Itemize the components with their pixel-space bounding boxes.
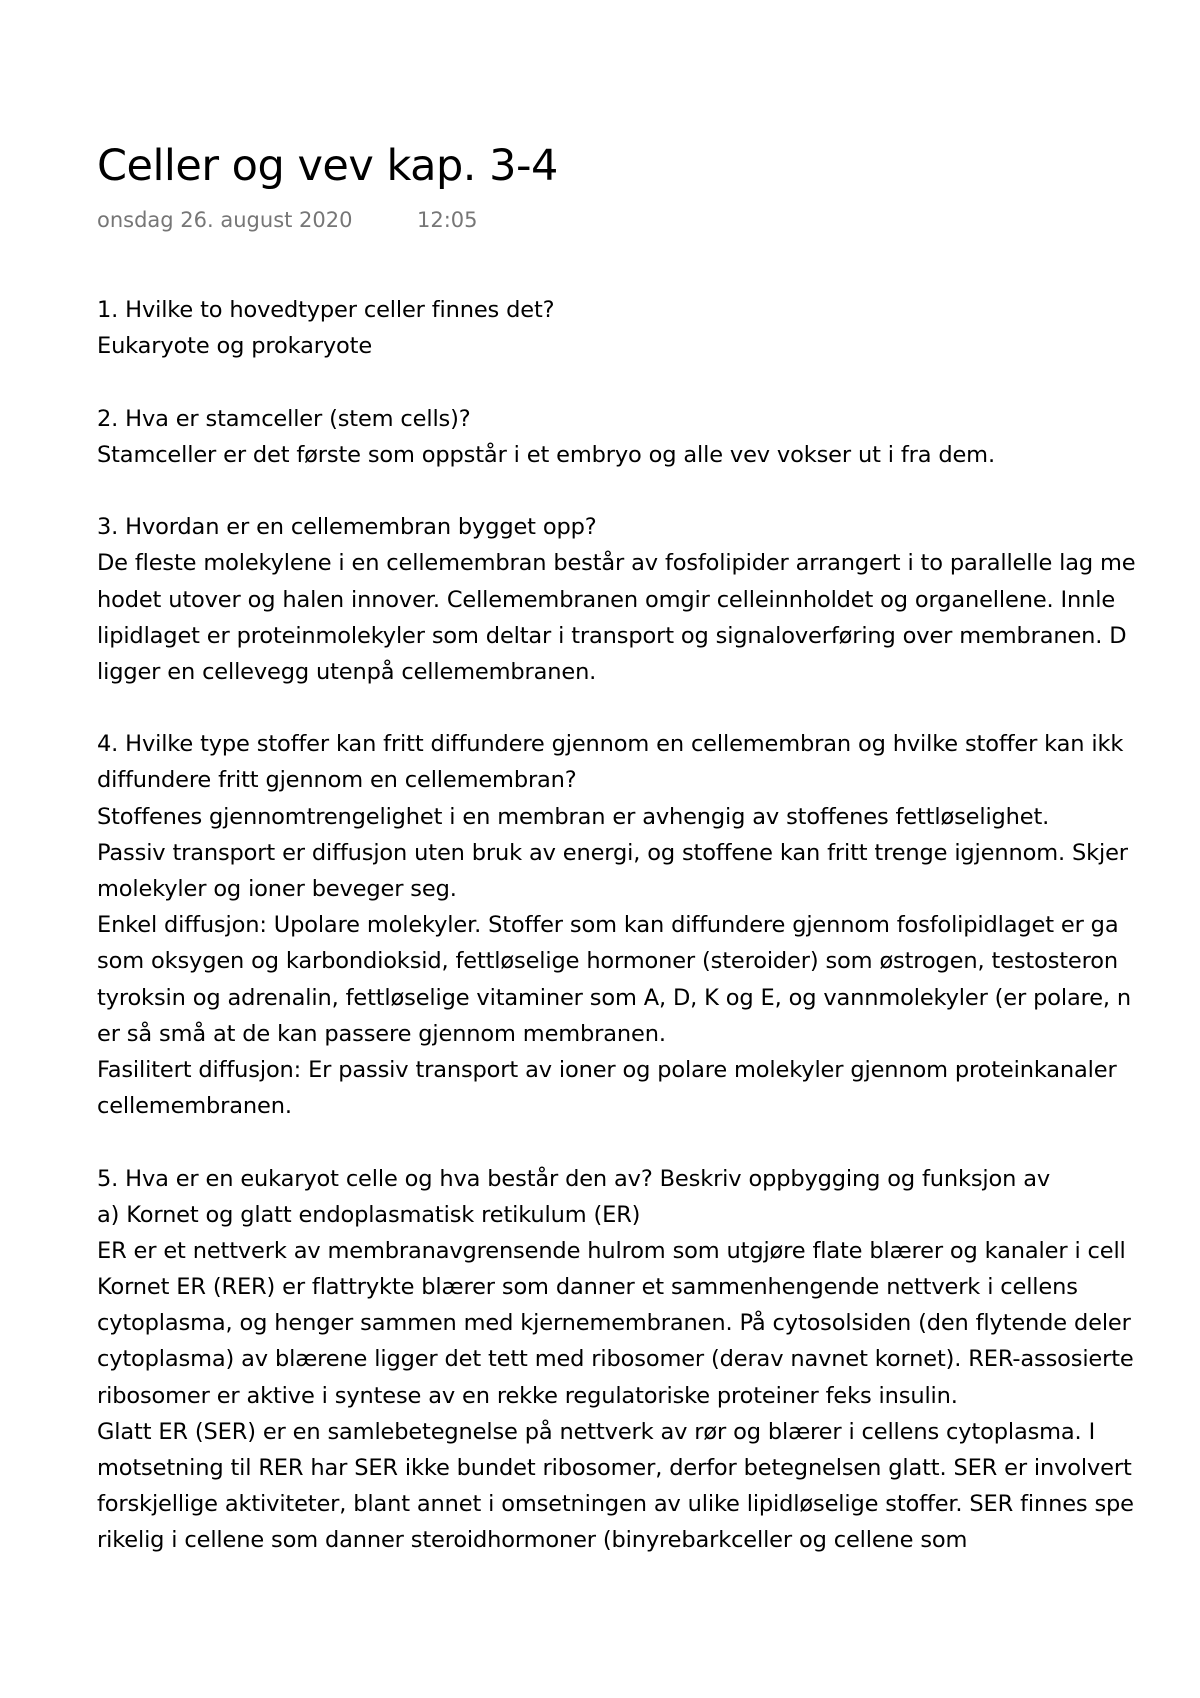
body-line [97, 1124, 1135, 1160]
body-line: cellemembranen. [97, 1093, 292, 1120]
page-time: 12:05 [417, 208, 478, 232]
body-line: 4. Hvilke type stoffer kan fritt diffundere gjennom en cellemembran og hvilke stoffer kan ikk [97, 731, 1124, 758]
body-line: ribosomer er aktive i syntese av en rekke regulatoriske proteiner feks insulin. [97, 1382, 958, 1409]
body-line: Eukaryote og prokaryote [97, 333, 373, 360]
body-line: Kornet ER (RER) er flattrykte blærer som danner et sammenhengende nettverk i cellens [97, 1274, 1078, 1301]
body-line: forskjellige aktiviteter, blant annet i omsetningen av ulike lipidløselige stoffer. SER finnes spe [97, 1491, 1134, 1518]
body-line: motsetning til RER har SER ikke bundet ribosomer, derfor betegnelsen glatt. SER er involvert [97, 1455, 1132, 1481]
body-line: molekyler og ioner beveger seg. [97, 876, 457, 902]
body-line: 5. Hva er en eukaryot celle og hva består den av? Beskriv oppbygging og funksjon av [97, 1165, 1051, 1192]
body-line: Passiv transport er diffusjon uten bruk av energi, og stoffene kan fritt trenge igjennom. Skjer [97, 839, 1128, 866]
body-line: cytoplasma, og henger sammen med kjernemembranen. På cytosolsiden (den flytende deler [97, 1310, 1131, 1337]
note-body [97, 292, 1135, 1595]
body-line: tyroksin og adrenalin, fettløselige vitaminer som A, D, K og E, og vannmolekyler (er polare, n [97, 984, 1132, 1011]
page-date: onsdag 26. august 2020 [97, 208, 353, 232]
body-line [97, 364, 1135, 400]
body-line: Stoffenes gjennomtrengelighet i en membran er avhengig av stoffenes fettløselighet. [97, 803, 1050, 830]
body-line: ligger en cellevegg utenpå cellemembranen. [97, 658, 597, 685]
body-line: 1. Hvilke to hovedtyper celler finnes det? [97, 297, 555, 323]
body-line: hodet utover og halen innover. Cellemembranen omgir celleinnholdet og organellene. Innle [97, 586, 1116, 613]
body-line: De fleste molekylene i en cellemembran består av fosfolipider arrangert i to parallelle lag me [97, 550, 1136, 577]
body-line: cytoplasma) av blærene ligger det tett med ribosomer (derav navnet kornet). RER-assosierte [97, 1346, 1134, 1373]
body-line: diffundere fritt gjennom en cellemembran? [97, 767, 577, 794]
body-line: ER er et nettverk av membranavgrensende hulrom som utgjøre flate blærer og kanaler i cell [97, 1237, 1126, 1264]
body-line: Stamceller er det første som oppstår i et embryo og alle vev vokser ut i fra dem. [97, 441, 995, 468]
page-title: Celler og vev kap. 3-4 [97, 141, 558, 191]
body-line [97, 690, 1135, 726]
body-line: Fasilitert diffusjon: Er passiv transport av ioner og polare molekyler gjennom proteinkanaler [97, 1056, 1117, 1083]
body-line: rikelig i cellene som danner steroidhormoner (binyrebarkceller og cellene som [97, 1527, 968, 1554]
body-line: er så små at de kan passere gjennom membranen. [97, 1020, 666, 1047]
body-line: 3. Hvordan er en cellemembran bygget opp? [97, 514, 597, 541]
body-line: 2. Hva er stamceller (stem cells)? [97, 405, 471, 432]
page-bottom-crop [0, 1556, 1200, 1698]
body-line: lipidlaget er proteinmolekyler som deltar i transport og signaloverføring over membranen. D [97, 622, 1127, 649]
body-line: a) Kornet og glatt endoplasmatisk retikulum (ER) [97, 1201, 641, 1228]
body-line: Enkel diffusjon: Upolare molekyler. Stoffer som kan diffundere gjennom fosfolipidlaget er ga [97, 912, 1119, 939]
body-line: som oksygen og karbondioksid, fettløselige hormoner (steroider) som østrogen, testosteron [97, 948, 1118, 975]
body-line [97, 473, 1135, 509]
body-line: Glatt ER (SER) er en samlebetegnelse på nettverk av rør og blærer i cellens cytoplasma. I [97, 1418, 1096, 1445]
